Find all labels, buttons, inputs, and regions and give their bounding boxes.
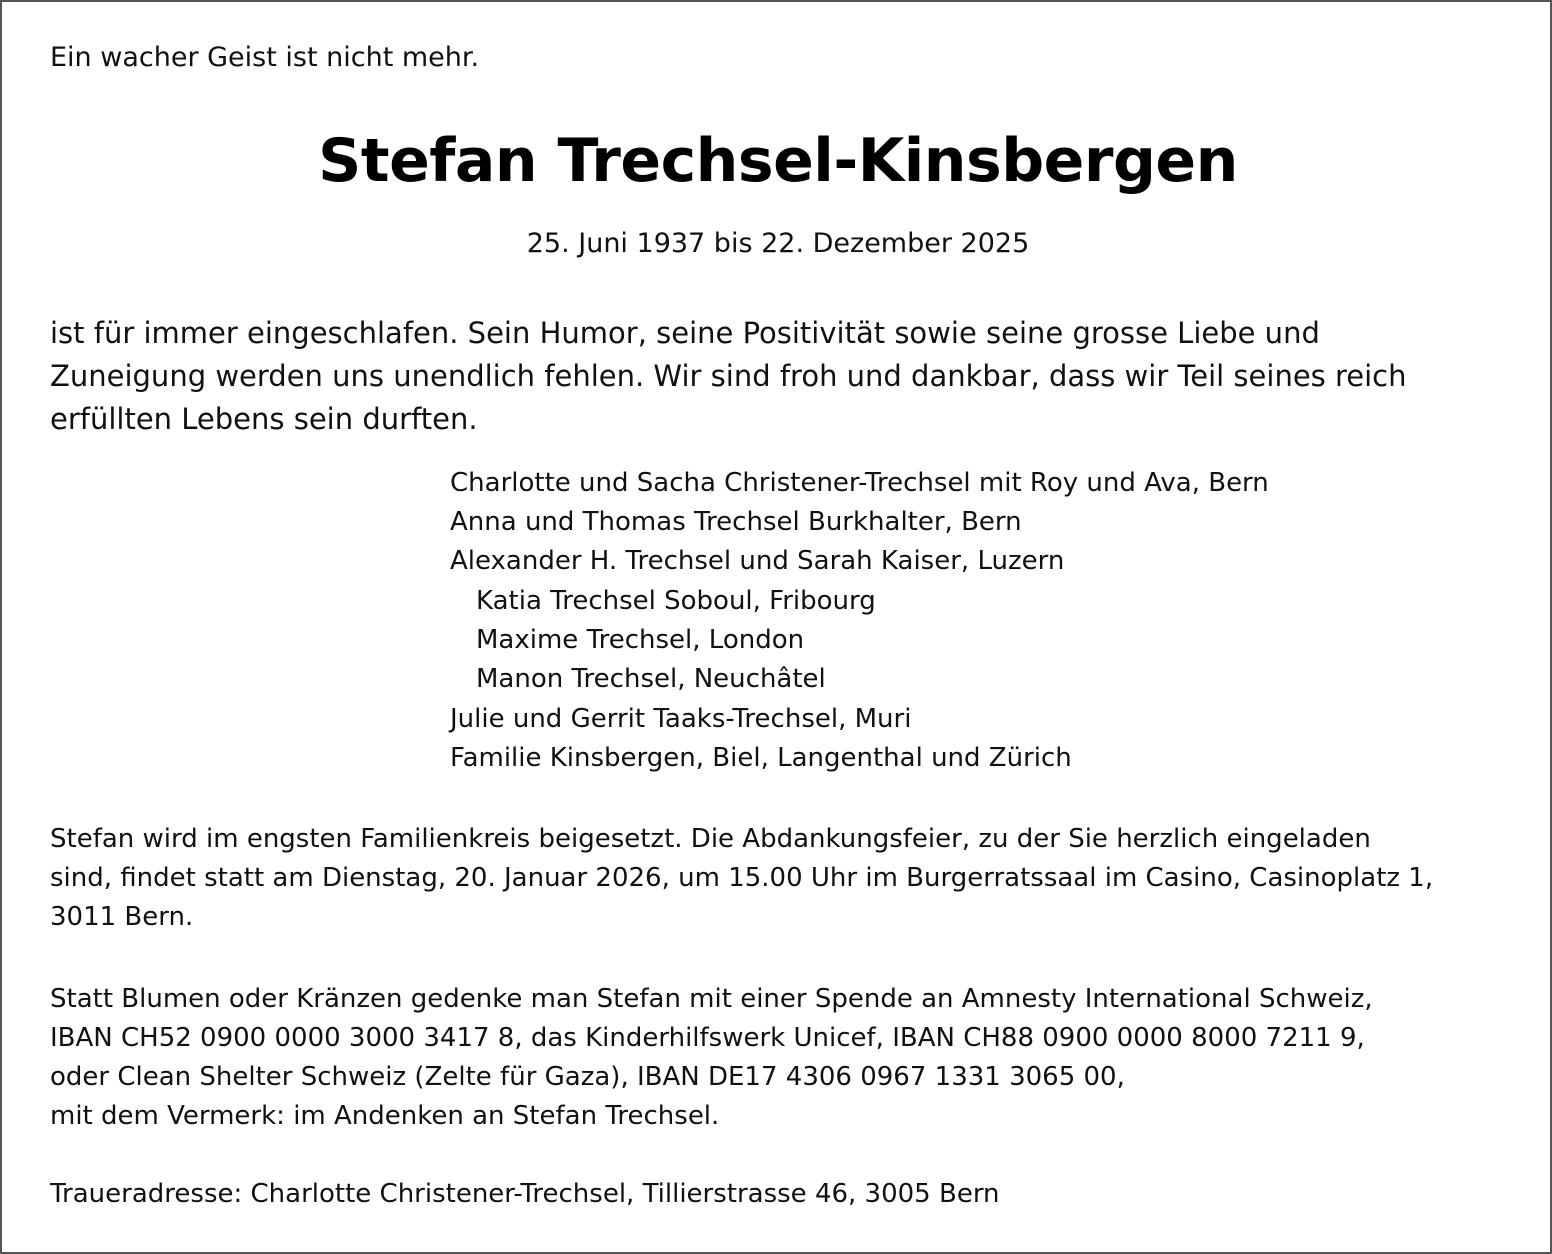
mourner-entry: Familie Kinsbergen, Biel, Langenthal und Zürich [450,743,1072,773]
tribute-line: ist für immer eingeschlafen. Sein Humor, seine Positivität sowie seine grosse Liebe und [50,316,1320,350]
ceremony-line: Stefan wird im engsten Familienkreis beigesetzt. Die Abdankungsfeier, zu der Sie herzlich eingeladen [50,824,1371,854]
tribute-line: Zuneigung werden uns unendlich fehlen. Wir sind froh und dankbar, dass wir Teil seines reich [50,359,1407,393]
donation-line: oder Clean Shelter Schweiz (Zelte für Gaza), IBAN DE17 4306 0967 1331 3065 00, [50,1062,1125,1092]
mourner-entry: Anna und Thomas Trechsel Burkhalter, Bern [450,507,1022,537]
mourner-entry: Manon Trechsel, Neuchâtel [476,664,826,694]
deceased-name: Stefan Trechsel-Kinsbergen [318,126,1238,196]
mourner-entry: Alexander H. Trechsel und Sarah Kaiser, Luzern [450,546,1065,576]
mourner-entry: Maxime Trechsel, London [476,625,805,655]
life-dates: 25. Juni 1937 bis 22. Dezember 2025 [526,228,1030,259]
ceremony-line: 3011 Bern. [50,902,194,932]
mourner-entry: Katia Trechsel Soboul, Fribourg [476,586,876,616]
donation-line: mit dem Vermerk: im Andenken an Stefan Trechsel. [50,1101,720,1131]
mourner-entry: Julie und Gerrit Taaks-Trechsel, Muri [450,704,912,734]
intro-line: Ein wacher Geist ist nicht mehr. [50,42,480,73]
mourning-address: Traueradresse: Charlotte Christener-Trechsel, Tillierstrasse 46, 3005 Bern [50,1179,1000,1209]
donation-line: Statt Blumen oder Kränzen gedenke man Stefan mit einer Spende an Amnesty International Schweiz, [50,984,1373,1014]
mourner-entry: Charlotte und Sacha Christener-Trechsel mit Roy und Ava, Bern [450,468,1269,498]
tribute-line: erfüllten Lebens sein durften. [50,402,478,436]
donation-line: IBAN CH52 0900 0000 3000 3417 8, das Kinderhilfswerk Unicef, IBAN CH88 0900 0000 8000 7211 9, [50,1023,1365,1053]
ceremony-line: sind, findet statt am Dienstag, 20. Januar 2026, um 15.00 Uhr im Burgerratssaal im Casino, Casinoplatz 1, [50,863,1434,893]
